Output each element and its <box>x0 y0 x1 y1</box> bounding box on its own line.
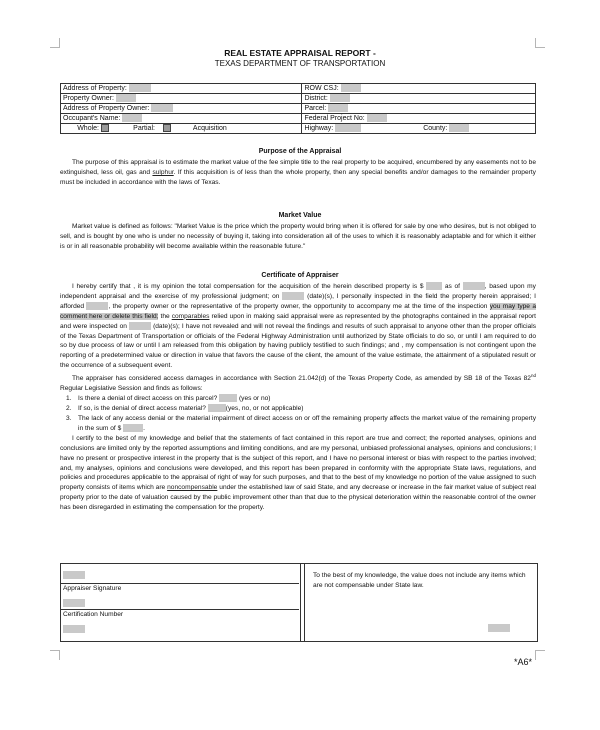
crop-mark-top-left <box>50 38 60 48</box>
property-info-table <box>60 83 536 134</box>
district-field[interactable] <box>330 94 350 102</box>
property-owner-field[interactable] <box>116 94 136 102</box>
certification-number-label: Certification Number <box>63 611 124 618</box>
address-of-property-field[interactable] <box>129 84 151 92</box>
crop-mark-top-right <box>535 38 545 48</box>
denial-material-field[interactable] <box>208 404 226 412</box>
appraiser-signature-field[interactable] <box>63 599 85 607</box>
signature-column <box>61 564 299 641</box>
purpose-heading: Purpose of the Appraisal <box>258 148 342 155</box>
report-title: REAL ESTATE APPRAISAL REPORT - <box>224 48 376 58</box>
comment-field[interactable]: you may type a comment here or delete this field; <box>60 302 536 320</box>
address-of-property-label: Address of Property: <box>63 85 127 92</box>
compensation-amount-field[interactable] <box>426 282 442 290</box>
direct-access-denial-field[interactable] <box>219 394 237 402</box>
district-label: District: <box>304 95 328 102</box>
county-label: County: <box>423 125 448 132</box>
noncompensable-link[interactable]: noncompensable <box>167 484 218 492</box>
owner-address-label: Address of Property Owner: <box>63 105 150 112</box>
row-csj-field[interactable] <box>341 84 361 92</box>
afforded-name-field[interactable] <box>86 302 108 310</box>
row-csj-label: ROW CSJ: <box>304 85 339 92</box>
market-value-heading: Market Value <box>278 212 322 219</box>
parcel-field[interactable] <box>328 104 348 112</box>
acquisition-label: Acquisition <box>192 125 227 132</box>
value-statement-field[interactable] <box>488 624 510 632</box>
partial-label: Partial: <box>133 125 155 132</box>
highway-label: Highway: <box>304 125 334 132</box>
crop-mark-bottom-left <box>50 650 60 660</box>
federal-project-label: Federal Project No: <box>304 115 365 122</box>
appraiser-signature-label: Appraiser Signature <box>63 585 122 592</box>
owner-address-field[interactable] <box>151 104 173 112</box>
parcel-label: Parcel: <box>304 105 327 112</box>
comparables-link[interactable]: comparables <box>171 312 210 320</box>
highway-field[interactable] <box>335 124 361 132</box>
comparables-inspection-date-field[interactable] <box>129 322 151 330</box>
property-owner-label: Property Owner: <box>63 95 114 102</box>
page-number: *A6* <box>514 657 533 667</box>
partial-checkbox[interactable] <box>163 124 171 132</box>
market-value-text: Market value is defined as follows: "Market Value is the price which the property would bring when it is offered for sale by one who desires, but is not obliged to sell, and is bought by one who is under no necessity of buying it, taking into consideration all of the uses to which it is reasonably adaptable and for which it either is or in all reasonable probability will become available within the reasonable future." <box>60 223 536 250</box>
certificate-heading: Certificate of Appraiser <box>261 272 339 279</box>
whole-checkbox[interactable] <box>101 124 109 132</box>
value-statement: To the best of my knowledge, the value does not include any items which are not compensable under State law. <box>313 572 526 589</box>
purpose-text: The purpose of this appraisal is to estimate the market value of the fee simple title to the real property to be acquired, encumbered by any easements not to be extinguished, less oil, gas and sulphur. If this acquisition is of less than the whole property, then any special benefits and/or damages to the remainder property must be included in accordance with the laws of Texas. <box>60 159 536 186</box>
sulphur-link[interactable]: sulphur <box>152 168 174 176</box>
signature-image-field[interactable] <box>63 571 85 579</box>
occupant-name-field[interactable] <box>122 114 142 122</box>
county-field[interactable] <box>449 124 469 132</box>
crop-mark-bottom-right <box>535 650 545 660</box>
inspection-date-field[interactable] <box>282 292 304 300</box>
whole-label: Whole: <box>77 125 99 132</box>
signature-box <box>60 563 538 642</box>
certificate-text: I hereby certify that , it is my opinion the total compensation for the acquisition of the herein described property is $ as of , based upon my independent appraisal and the exercise of my professional judgment; on (date)(s), I personally inspected in the field the property herein appraised; I afforded , the property owner or the representative of the property owner, the opportunity to accompany me at the time of the inspection you may type a comment here or delete this field; the comparables relied upon in making said appraisal were as represented by the photographs contained in the appraisal report and were inspected on (date)(s); I have not revealed and will not reveal the findings and results of such appraisal to anyone other than the proper officials of the Texas Department of Transportation or officials of the Federal Highway Administration until authorized by State officials to do so, or until I am required to do so by due process of law or until I am released from this obligation by having publicly testified to such findings; and , my compensation is not contingent upon the reporting of a predetermined value or direction in value that favors the cause of the client, the amount of the value estimate, the attainment of a stipulated result or the occurrence of a subsequent event. The appraiser has considered access damages in accordance with Section 21.042(d) of the Texas Property Code, as amended by SB 18 of the Texas 82nd Regular Legislative Session and finds as follows: 1. Is there a denial of direct access on this parcel? (yes or no) 2. If so, is the denial of direct access material? (yes, no, or not applicable) 3. The lack of any access denial or the material impairment of direct access on or off the remaining property affects the market value of the remaining property in the sum of $ . I certify to the best of my knowledge and belief that the statements of fact contained in this report are true and correct; the reported analyses, opinions and conclusions are limited only by the reported assumptions and limiting conditions, and are my personal, unbiased professional analyses, opinions and conclusions; I have no present or prospective interest in the property that is the subject of this report, and I have no personal interest or bias with respect to the parties involved; and, my analyses, opinions and conclusions were developed, and this report has been prepared in conformity with the appropriate State laws, regulations, and policies and procedures applicable to the appraisal of right of way for such purposes, and that to the best of my knowledge no portion of the value assigned to such property consists of items which are noncompensable under the established law of said State, and any decrease or increase in the fair market value of subject real property prior to the date of valuation caused by the public improvement other than that due to the physical deterioration within the reasonable control of the owner has been disregarded in estimating the compensation for the property. <box>60 283 537 512</box>
access-damage-sum-field[interactable] <box>123 424 143 432</box>
as-of-date-field[interactable] <box>463 282 485 290</box>
federal-project-field[interactable] <box>367 114 387 122</box>
occupant-name-label: Occupant's Name: <box>63 115 121 122</box>
certification-number-field[interactable] <box>63 625 85 633</box>
report-subtitle: TEXAS DEPARTMENT OF TRANSPORTATION <box>214 59 386 68</box>
